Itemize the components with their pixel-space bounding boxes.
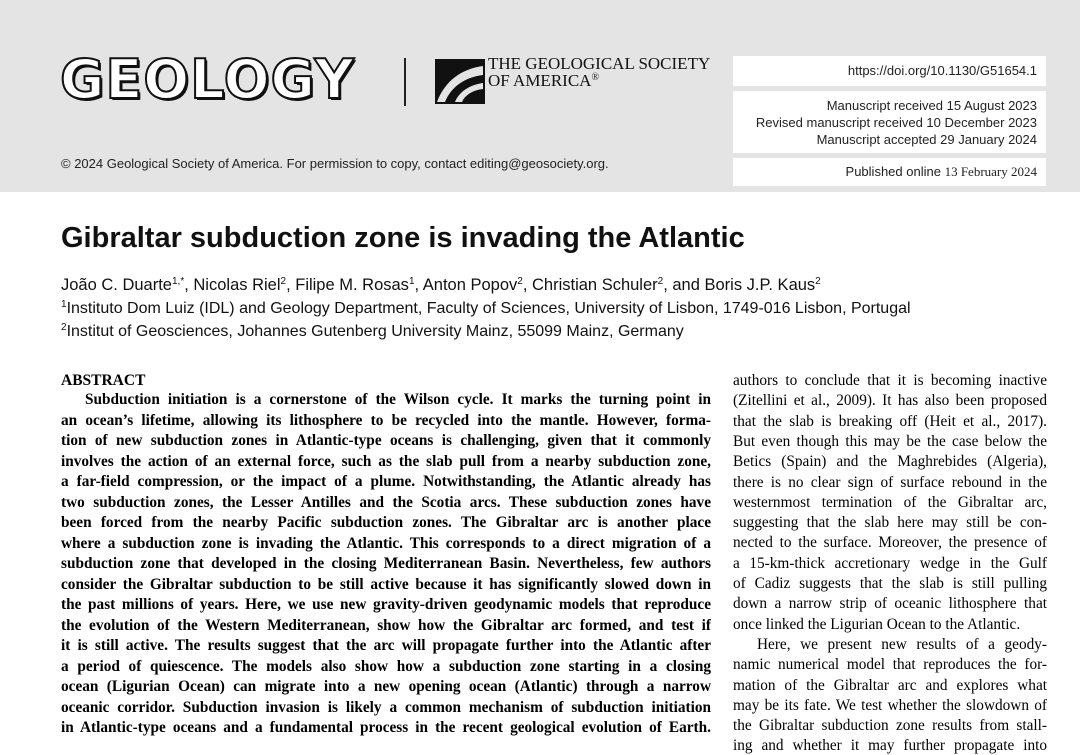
abstract-line: a period of quiescence. The models also show how a subduction zone starting in a closing xyxy=(61,657,711,675)
author-list xyxy=(61,276,821,295)
affiliation-2-number: 2 xyxy=(61,322,67,333)
abstract-line: the past millions of years. Here, we use new gravity-driven geodynamic models that reproduce xyxy=(61,596,711,613)
body-text-line: that the slab is breaking off (Heit et al., 2017). xyxy=(733,412,1047,430)
author-separator: , xyxy=(184,276,194,294)
abstract-line: been forced from the nearby Pacific subduction zones. The Gibraltar arc is another place xyxy=(61,514,711,531)
author-name: Nicolas Riel xyxy=(193,276,281,294)
author-separator: , and xyxy=(663,276,705,294)
author-name: Filipe M. Rosas xyxy=(295,276,409,294)
body-text-line: namic numerical model that reproduces the for- xyxy=(733,656,1047,674)
author-affiliation-mark: 2 xyxy=(657,276,664,287)
society-name xyxy=(488,55,710,89)
author-separator: , xyxy=(414,276,423,294)
journal-logo: GEOLOGY xyxy=(60,48,355,111)
society-line-2-text: OF AMERICA xyxy=(488,71,592,90)
registered-mark: ® xyxy=(591,72,600,83)
abstract-line: involves the action of an external force, such as the slab pull from a nearby subduction zone, xyxy=(61,452,711,470)
abstract-line: an ocean’s lifetime, allowing its lithosphere to be recycled into the mantle. However, forma- xyxy=(61,411,711,429)
affiliation-1-number: 1 xyxy=(61,299,67,310)
body-text-line: once linked the Ligurian Ocean to the Atlantic. xyxy=(733,615,1021,633)
abstract-line: subduction zone that developed in the closing Mediterranean Basin. Nevertheless, few authors xyxy=(61,555,711,572)
body-text-line: Betics (Spain) and the Maghrebides (Algeria), xyxy=(733,453,1047,471)
received-date: Manuscript received 15 August 2023 xyxy=(826,98,1037,113)
author-affiliation-mark: 1,* xyxy=(171,276,185,287)
abstract-line: it is still active. The results suggest that the arc will propagate further into the Atlantic after xyxy=(61,637,711,654)
affiliation-2-text: Institut of Geosciences, Johannes Gutenberg University Mainz, 55099 Mainz, Germany xyxy=(66,323,684,340)
author-affiliation-mark: 2 xyxy=(280,276,287,287)
published-date: 13 February 2024 xyxy=(944,164,1037,179)
accepted-date: Manuscript accepted 29 January 2024 xyxy=(816,132,1037,147)
author-name: João C. Duarte xyxy=(61,276,172,294)
body-text-line: (Zitellini et al., 2009). It has also been proposed xyxy=(733,392,1047,410)
body-text-line: nected to the surface. Moreover, the presence of xyxy=(733,534,1047,552)
abstract-line: where a subduction zone is invading the Atlantic. This corresponds to a direct migration of a xyxy=(61,534,711,552)
abstract-line: the evolution of the Western Mediterranean, show how the Gibraltar arc formed, and test if xyxy=(61,616,711,634)
affiliation-1 xyxy=(61,300,911,318)
body-text-line: mation of the Gibraltar arc and explores what xyxy=(733,676,1047,694)
body-text-line: authors to conclude that it is becoming inactive xyxy=(733,372,1047,389)
society-line-2 xyxy=(488,72,710,89)
author-name: Anton Popov xyxy=(422,276,518,294)
body-text-line: ing and whether it may further propagate into xyxy=(733,737,1047,755)
author-separator: , xyxy=(522,276,532,294)
society-line-1: THE GEOLOGICAL SOCIETY xyxy=(488,54,711,73)
body-text-line: westernmost termination of the Gibraltar arc, xyxy=(733,493,1047,511)
body-text-line: suggesting that the slab here may still be con- xyxy=(733,514,1047,532)
abstract-line: consider the Gibraltar subduction to be still active because it has significantly slowed down in xyxy=(61,575,711,593)
author-name: Christian Schuler xyxy=(532,276,658,294)
author-affiliation-mark: 2 xyxy=(517,276,523,287)
gsa-logo-icon xyxy=(435,59,485,104)
author-separator: , xyxy=(286,276,296,294)
article-title: Gibraltar subduction zone is invading the Atlantic xyxy=(61,222,745,254)
abstract-heading: ABSTRACT xyxy=(61,372,146,389)
author-affiliation-mark: 1 xyxy=(408,276,415,287)
revised-date: Revised manuscript received 10 December 2023 xyxy=(755,115,1037,130)
affiliation-2 xyxy=(61,323,684,341)
body-text-line: Here, we present new results of a geody- xyxy=(757,635,1047,653)
affiliation-1-text: Instituto Dom Luiz (IDL) and Geology Department, Faculty of Sciences, University of Lisbon, 1749-016 Lisbon, Portugal xyxy=(66,300,911,317)
manuscript-dates xyxy=(733,91,1046,153)
abstract-line: two subduction zones, the Lesser Antilles and the Scotia arcs. These subduction zones have xyxy=(61,493,711,511)
body-text-line: a 15-km-thick accretionary wedge in the Gulf xyxy=(733,554,1047,572)
abstract-line: a far-field compression, or the impact of a plume. Notwithstanding, the Atlantic already has xyxy=(61,473,711,490)
body-text-line: down a narrow strip of oceanic lithosphere that xyxy=(733,595,1047,613)
body-text-line: may be its fate. We test whether the slowdown of xyxy=(733,696,1047,714)
author-affiliation-mark: 2 xyxy=(815,276,821,287)
abstract-line: tion of new subduction zones in Atlantic-type oceans is challenging, given that it commonly xyxy=(61,432,711,449)
body-text-line: But even though this may be the case below the xyxy=(733,432,1047,450)
body-text-line: there is no clear sign of surface rebound in the xyxy=(733,473,1047,491)
doi-link[interactable]: https://doi.org/10.1130/G51654.1 xyxy=(733,56,1046,86)
published-label: Published online xyxy=(845,164,941,179)
body-text-line: the Gibraltar subduction zone results from stall- xyxy=(733,717,1047,735)
abstract-line: ocean (Ligurian Ocean) can migrate into a new opening ocean (Atlantic) through a narrow xyxy=(61,678,711,695)
abstract-line: in Atlantic-type oceans and a fundamental process in the recent geological evolution of Earth. xyxy=(61,719,711,736)
logo-divider xyxy=(404,58,406,106)
abstract-line: Subduction initiation is a cornerstone of the Wilson cycle. It marks the turning point in xyxy=(85,391,711,408)
published-online xyxy=(733,158,1046,186)
body-text-line: of Cadiz suggests that the slab is still pulling xyxy=(733,575,1047,592)
author-name: Boris J.P. Kaus xyxy=(704,276,816,294)
abstract-line: oceanic corridor. Subduction invasion is likely a common mechanism of subduction initiation xyxy=(61,698,711,716)
copyright-notice: © 2024 Geological Society of America. For permission to copy, contact editing@geosociety.org. xyxy=(61,156,609,171)
